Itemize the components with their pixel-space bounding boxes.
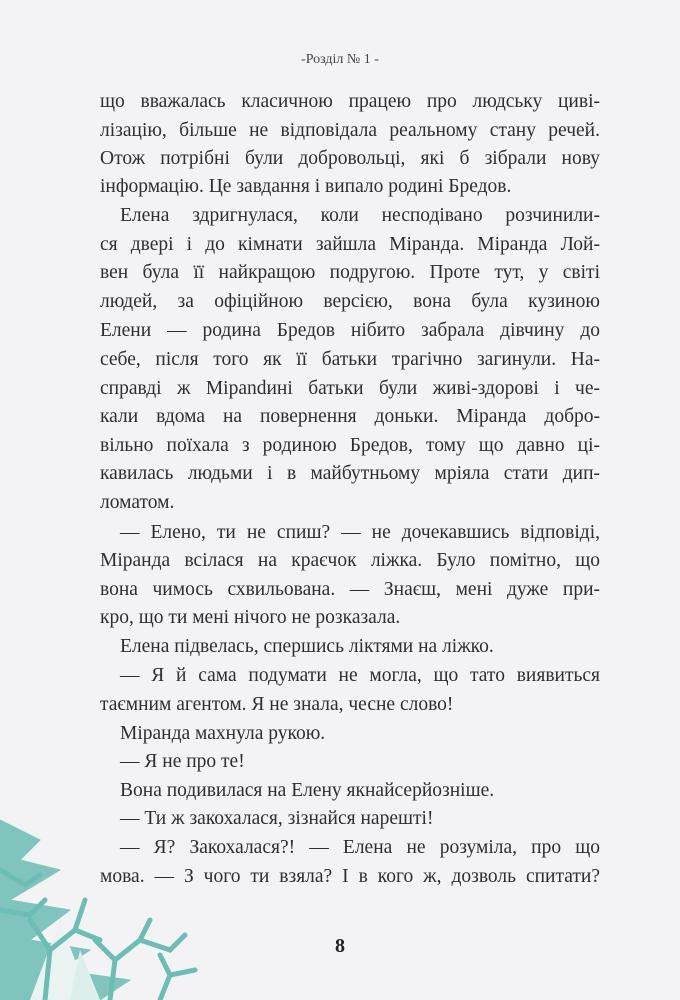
tree-illustration (0, 800, 240, 1000)
text-line: — Я й сама подумати не могла, що тато виявиться (120, 665, 600, 686)
text-line: — Я не про те! (120, 751, 245, 772)
chapter-header: -Розділ № 1 - (301, 52, 379, 67)
text-line: лізацію, більше не відповідала реальному стану речей. (100, 120, 600, 141)
text-line: ломатом. (100, 492, 175, 513)
text-line: кро, що ти мені нічого не розказала. (100, 607, 401, 628)
text-line: — Елено, ти не спиш? — не дочекавшись відповіді, (120, 522, 600, 543)
text-line: ся двері і до кімнати зайшла Міранда. Міранда Лой- (100, 234, 600, 255)
text-line: кавилась людьми і в майбутньому мріяла стати дип- (100, 463, 600, 484)
text-line: Елена здригнулася, коли несподівано розчинили- (120, 205, 600, 226)
text-line: — Ти ж закохалася, зізнайся нарешті! (120, 808, 434, 829)
text-line: мова. — З чого ти взяла? І в кого ж, дозволь спитати? (100, 866, 600, 887)
text-line: — Я? Закохалася?! — Елена не розуміла, про що (120, 837, 600, 858)
text-line: що вважалась класичною працею про людську циві- (100, 91, 600, 112)
text-line: Вона подивилася на Елену якнайсерйозніше. (120, 780, 495, 801)
text-line: Елени — родина Бредов нібито забрала дівчину до (100, 320, 600, 341)
text-line: Елена підвелась, спершись ліктями на ліжко. (120, 636, 494, 657)
text-line: Міранда махнула рукою. (120, 723, 326, 744)
page-number: 8 (335, 935, 345, 957)
text-line: справді ж Міраndині батьки були живі-здорові і че- (100, 378, 600, 399)
text-line: себе, після того як її батьки трагічно загинули. На- (100, 349, 600, 370)
text-line: вен була її найкращою подругою. Проте тут, у світі (100, 262, 600, 283)
text-line: вона чимось схвильована. — Знаєш, мені дуже при- (100, 579, 600, 600)
text-line: інформацію. Це завдання і випало родині Бредов. (100, 176, 512, 197)
text-line: вільно поїхала з родиною Бредов, тому що давно ці- (100, 435, 600, 456)
text-line: Отож потрібні були добровольці, які б зібрали нову (100, 148, 600, 169)
text-line: людей, за офіційною версією, вона була кузиною (100, 291, 600, 312)
text-line: кали вдома на повернення доньки. Міранда добро- (100, 406, 600, 427)
text-line: таємним агентом. Я не знала, чесне слово! (100, 694, 454, 715)
text-line: Міранда всілася на краєчок ліжка. Було помітно, що (100, 550, 600, 571)
